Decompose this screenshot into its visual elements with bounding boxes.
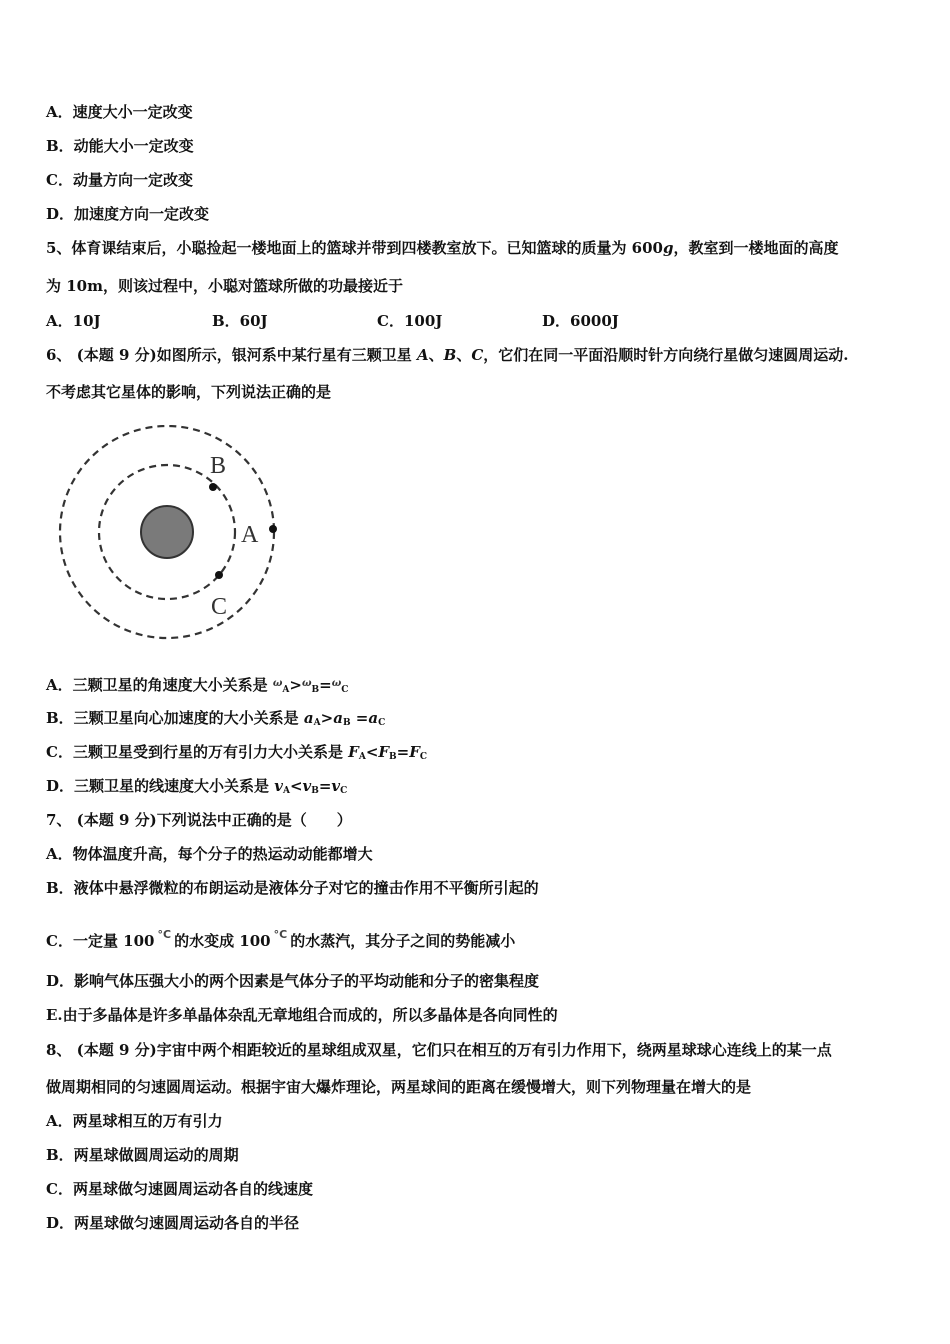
q6-option-d: D．三颗卫星的线速度大小关系是 $v_A<v_B=v_C$ <box>46 777 348 796</box>
satellite-c <box>215 571 223 579</box>
orbit-diagram <box>55 425 285 645</box>
q7-option-a: A．物体温度升高，每个分子的热运动动能都增大 <box>46 845 373 863</box>
q7-option-c: C．一定量 100 $^{^\circ C}$ 的水变成 100 $^{^\circ C}$ 的水蒸汽，其分子之间的势能减小 <box>46 928 516 950</box>
q4-option-a: A．速度大小一定改变 <box>46 103 193 121</box>
q6-option-b: B．三颗卫星向心加速度的大小关系是 $a_A>a_B =a_C$ <box>46 709 386 728</box>
q6-option-c: C．三颗卫星受到行星的万有引力大小关系是 $F_A<F_B=F_C$ <box>46 743 428 762</box>
q6-stem-line2: 不考虑其它星体的影响，下列说法正确的是 <box>46 383 332 401</box>
q6-stem-line1: 6、 (本题 9 分)如图所示，银河系中某行星有三颗卫星 A、B、C，它们在同一平面沿顺时针方向绕行星做匀速圆周运动. <box>46 346 849 364</box>
q8-option-c: C．两星球做匀速圆周运动各自的线速度 <box>46 1180 313 1198</box>
planet <box>141 506 193 558</box>
q7-option-d: D．影响气体压强大小的两个因素是气体分子的平均动能和分子的密集程度 <box>46 972 540 990</box>
q5-option-b: B．60J <box>212 312 268 330</box>
q6-option-a: A．三颗卫星的角速度大小关系是 $^\omega_A$>$^\omega_B$=$^\omega_C$ <box>46 676 349 695</box>
label-b: B <box>210 453 227 479</box>
degree-symbol-1: °C <box>157 928 172 941</box>
satellite-a <box>269 525 277 533</box>
q8-option-d: D．两星球做匀速圆周运动各自的半径 <box>46 1214 300 1232</box>
q7-option-b: B．液体中悬浮微粒的布朗运动是液体分子对它的撞击作用不平衡所引起的 <box>46 879 539 897</box>
q5-option-a: A．10J <box>46 312 101 330</box>
q8-stem-line1: 8、 (本题 9 分)宇宙中两个相距较近的星球组成双星，它们只在相互的万有引力作用下，绕两星球球心连线上的某一点 <box>46 1041 832 1059</box>
satellite-b <box>209 483 217 491</box>
q8-option-b: B．两星球做圆周运动的周期 <box>46 1146 239 1164</box>
q8-option-a: A．两星球相互的万有引力 <box>46 1112 223 1130</box>
label-c: C <box>211 594 228 620</box>
label-a: A <box>241 522 259 548</box>
q5-option-c: C．100J <box>377 312 443 330</box>
q7-option-e: E.由于多晶体是许多单晶体杂乱无章地组合而成的，所以多晶体是各向同性的 <box>46 1006 558 1024</box>
q4-option-b: B．动能大小一定改变 <box>46 137 194 155</box>
q8-stem-line2: 做周期相同的匀速圆周运动。根据宇宙大爆炸理论，两星球间的距离在缓慢增大，则下列物理量在增大的是 <box>46 1078 752 1096</box>
q5-stem-line2: 为 10m，则该过程中，小聪对篮球所做的功最接近于 <box>46 277 403 295</box>
q7-stem: 7、 (本题 9 分)下列说法中正确的是（ ） <box>46 811 352 829</box>
q4-option-d: D．加速度方向一定改变 <box>46 205 210 223</box>
q4-option-c: C．动量方向一定改变 <box>46 171 193 189</box>
q5-option-d: D．6000J <box>542 312 619 330</box>
q5-stem-line1: 5、体育课结束后，小聪捡起一楼地面上的篮球并带到四楼教室放下。已知篮球的质量为 600g，教室到一楼地面的高度 <box>46 239 839 257</box>
degree-symbol-2: °C <box>273 928 288 941</box>
